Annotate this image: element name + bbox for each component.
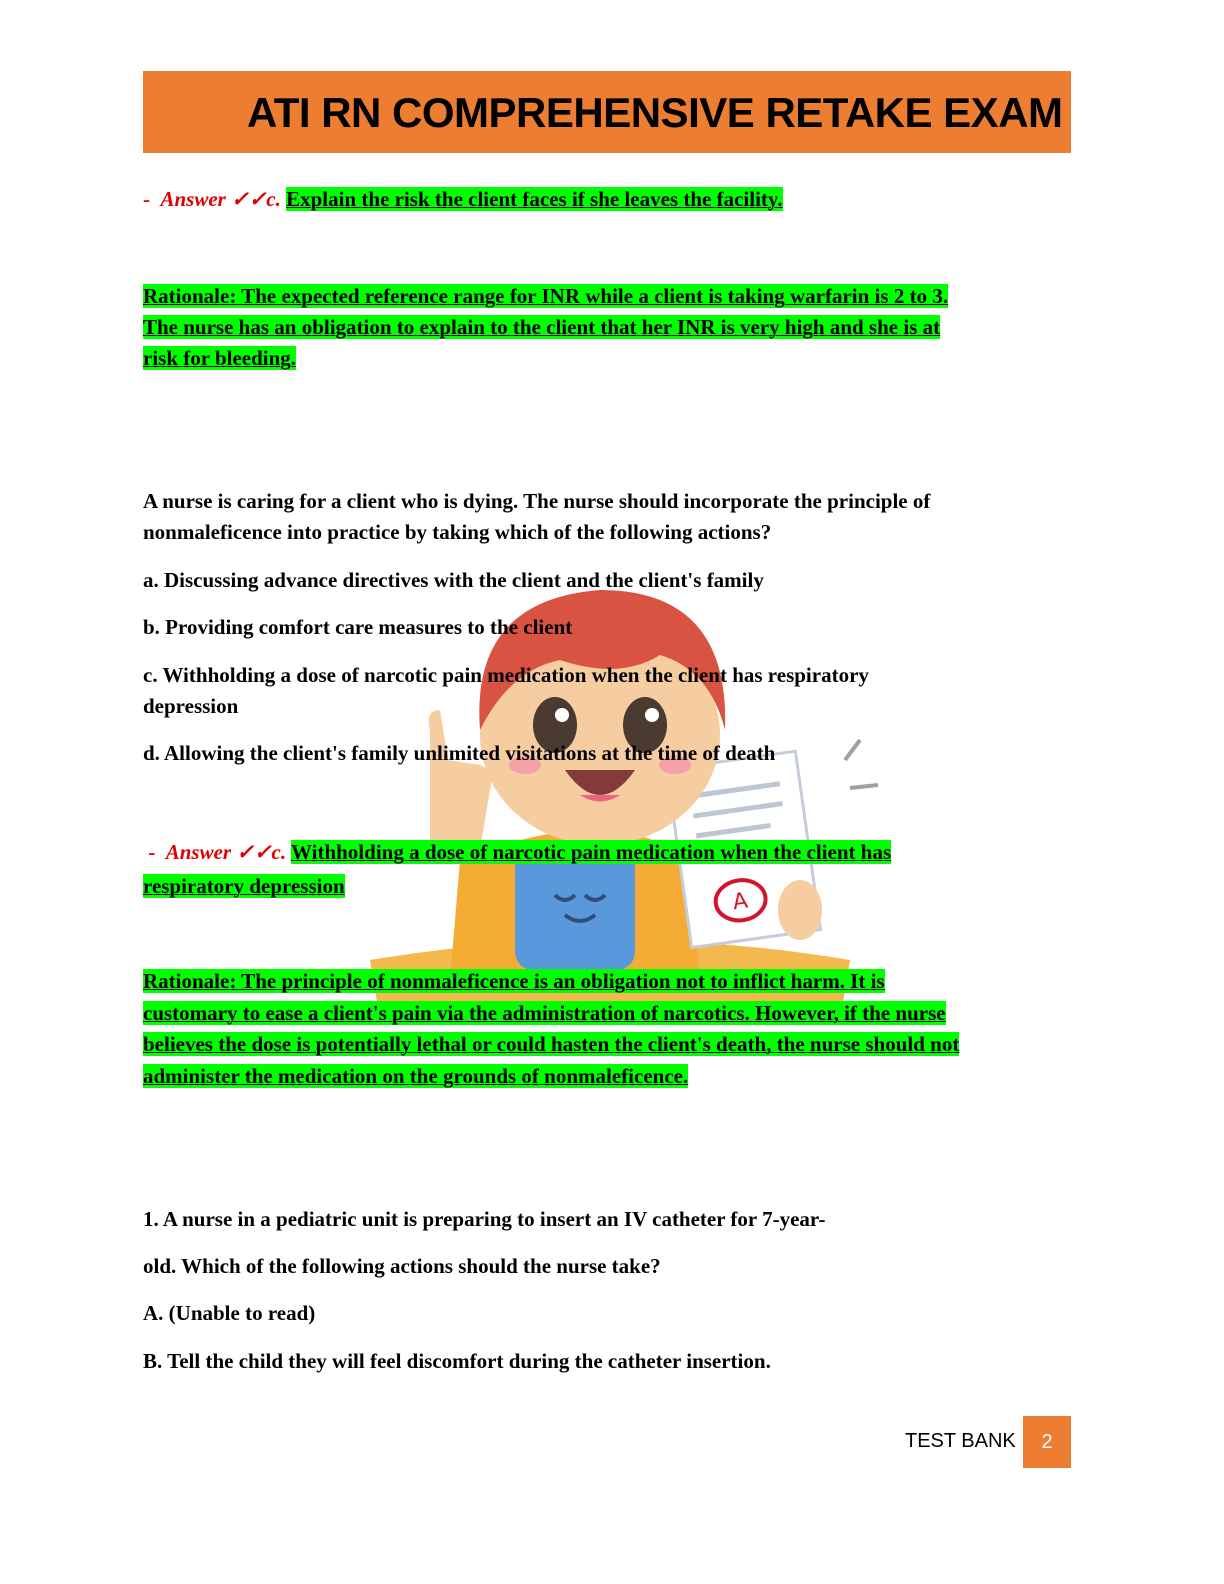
- rationale-line: Rationale: The principle of nonmaleficence is an obligation not to inflict harm. It is: [143, 969, 885, 993]
- rationale-line: administer the medication on the grounds of nonmaleficence.: [143, 1064, 689, 1088]
- answer-text: Explain the risk the client faces if she leaves the facility.: [286, 187, 783, 211]
- header-banner: [143, 71, 1071, 153]
- rationale-line: Rationale: The expected reference range for INR while a client is taking warfarin is 2 to 3.: [143, 284, 949, 308]
- answer-label: Answer ✓✓c.: [165, 840, 287, 864]
- rationale-line: believes the dose is potentially lethal or could hasten the client's death, the nurse should not: [143, 1032, 960, 1056]
- answer-dash: -: [143, 187, 150, 211]
- question-stem: A nurse is caring for a client who is dying. The nurse should incorporate the principle of: [143, 489, 931, 513]
- answer-label: Answer ✓✓c.: [160, 187, 281, 211]
- rationale-line: risk for bleeding.: [143, 346, 297, 370]
- page-number: 2: [1023, 1416, 1071, 1468]
- answer-dash: -: [148, 840, 156, 864]
- rationale-line: customary to ease a client's pain via the administration of narcotics. However, if the nurse: [143, 1001, 946, 1025]
- option-a: A. (Unable to read): [143, 1301, 316, 1325]
- question-stem: old. Which of the following actions should the nurse take?: [143, 1254, 661, 1278]
- rationale-line: The nurse has an obligation to explain to the client that her INR is very high and she is at: [143, 315, 941, 339]
- page-title: ATI RN COMPREHENSIVE RETAKE EXAM: [247, 89, 1063, 136]
- answer-line: [143, 837, 891, 868]
- answer-text: Withholding a dose of narcotic pain medication when the client has: [291, 840, 892, 864]
- answer-text-continued: respiratory depression: [143, 874, 345, 898]
- option-c: c. Withholding a dose of narcotic pain medication when the client has respiratory: [143, 663, 869, 687]
- answer-line: [143, 184, 783, 215]
- svg-text:A: A: [731, 888, 750, 916]
- option-c-continued: depression: [143, 694, 239, 718]
- question-stem: 1. A nurse in a pediatric unit is preparing to insert an IV catheter for 7-year-: [143, 1207, 826, 1231]
- option-a: a. Discussing advance directives with the client and the client's family: [143, 568, 764, 592]
- footer-label: TEST BANK: [905, 1430, 1016, 1452]
- option-b: B. Tell the child they will feel discomfort during the catheter insertion.: [143, 1349, 771, 1373]
- option-b: b. Providing comfort care measures to the client: [143, 615, 573, 639]
- option-d: d. Allowing the client's family unlimited visitations at the time of death: [143, 741, 776, 765]
- question-stem: nonmaleficence into practice by taking which of the following actions?: [143, 520, 772, 544]
